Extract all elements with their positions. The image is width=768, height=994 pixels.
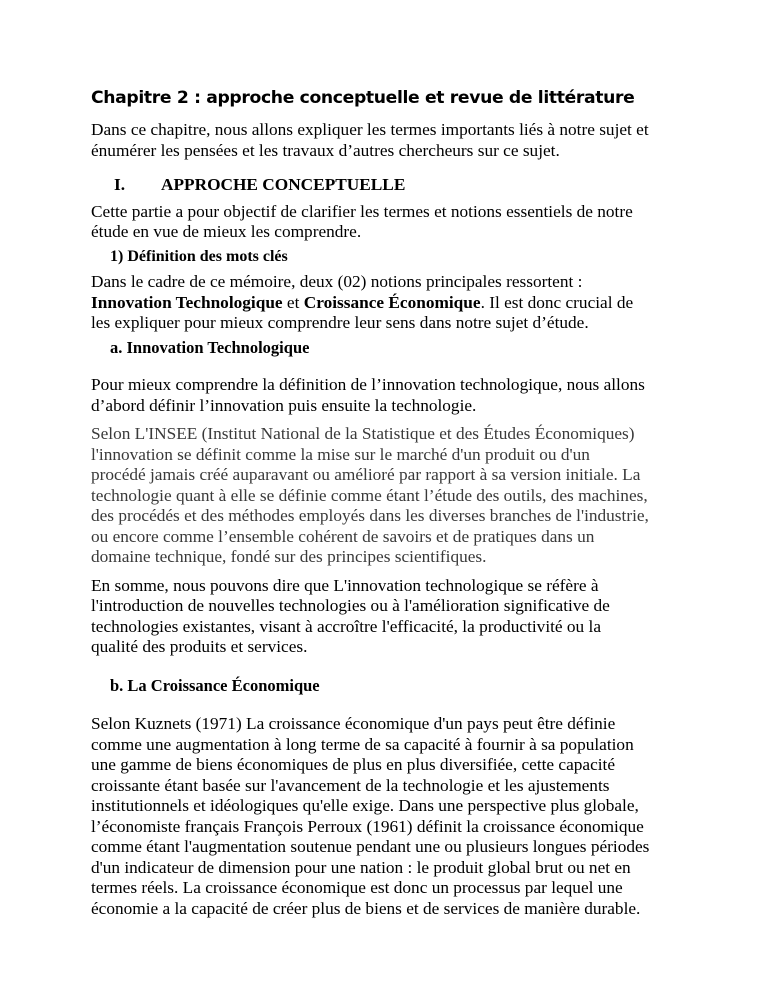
text-line: Dans ce chapitre, nous allons expliquer les termes importants liés à notre sujet et	[91, 120, 649, 139]
text-line: comme une augmentation à long terme de sa capacité à fournir à sa population	[91, 734, 634, 754]
text-line: Dans le cadre de ce mémoire, deux (02) notions principales ressortent :	[91, 272, 583, 291]
text-line: croissante étant basée sur l'avancement de la technologie et les ajustements	[91, 775, 610, 795]
text-line: Selon L'INSEE (Institut National de la Statistique et des Études Économiques)	[91, 424, 635, 443]
text-line: Selon Kuznets (1971) La croissance économique d'un pays peut être définie	[91, 714, 616, 733]
section-heading-I	[91, 175, 691, 196]
text-line: d’abord définir l’innovation puis ensuite la technologie.	[91, 395, 477, 415]
text-line: énumérer les pensées et les travaux d’autres chercheurs sur ce sujet.	[91, 140, 560, 160]
text-line: institutionnels et idéologiques qu'elle exige. Dans une perspective plus globale,	[91, 796, 639, 815]
text-line: qualité des produits et services.	[91, 637, 308, 656]
text-line: technologie quant à elle se définie comme étant l’étude des outils, des machines,	[91, 485, 648, 505]
section-I-intro	[91, 202, 691, 243]
intro-paragraph	[91, 120, 691, 161]
keyword-croissance: Croissance Économique	[303, 292, 481, 312]
keyword-innovation: Innovation Technologique	[91, 292, 283, 312]
document-content	[91, 86, 691, 919]
section-title: APPROCHE CONCEPTUELLE	[161, 175, 406, 194]
subsection-heading-b: b. La Croissance Économique	[110, 675, 320, 695]
text-line: d'un indicateur de dimension pour une nation : le produit global brut ou net en	[91, 857, 631, 877]
croissance-paragraph	[91, 714, 691, 919]
innovation-summary-paragraph	[91, 576, 691, 658]
text-line: technologies existantes, visant à accroître l'efficacité, la productivité ou la	[91, 616, 601, 636]
keywords-paragraph	[91, 272, 691, 334]
text-line: procédé jamais créé auparavant ou amélioré par rapport à sa version initiale. La	[91, 465, 641, 484]
chapter-title: Chapitre 2 : approche conceptuelle et revue de littérature	[91, 88, 635, 108]
text-line: Cette partie a pour objectif de clarifier les termes et notions essentiels de notre	[91, 201, 633, 221]
text-line: des procédés et des méthodes employés dans les diverses branches de l'industrie,	[91, 506, 649, 525]
subsection-heading-1: 1) Définition des mots clés	[110, 247, 288, 265]
subsection-heading-a: a. Innovation Technologique	[110, 337, 310, 357]
text-line: l'introduction de nouvelles technologies ou à l'amélioration significative de	[91, 596, 610, 615]
text-line: Pour mieux comprendre la définition de l’innovation technologique, nous allons	[91, 375, 645, 394]
text-fragment: . Il est donc crucial de	[480, 292, 634, 312]
text-line: termes réels. La croissance économique est donc un processus par lequel une	[91, 878, 623, 897]
conjunction: et	[282, 292, 304, 312]
text-line: En somme, nous pouvons dire que L'innovation technologique se réfère à	[91, 575, 599, 595]
text-line: ou encore comme l’ensemble cohérent de savoirs et de pratiques dans un	[91, 526, 595, 546]
text-line: les expliquer pour mieux comprendre leur sens dans notre sujet d’étude.	[91, 313, 589, 332]
section-number: I.	[114, 175, 126, 194]
innovation-paragraph-1	[91, 375, 691, 416]
insee-definition-paragraph	[91, 424, 691, 568]
text-line: l'innovation se définit comme la mise sur le marché d'un produit ou d'un	[91, 444, 590, 464]
text-line: économie a la capacité de créer plus de biens et de services de manière durable.	[91, 898, 641, 918]
text-line: étude en vue de mieux les comprendre.	[91, 222, 362, 241]
text-line: l’économiste français François Perroux (1961) définit la croissance économique	[91, 816, 644, 836]
text-line: une gamme de biens économiques de plus en plus diversifiée, cette capacité	[91, 755, 616, 774]
text-line: comme étant l'augmentation soutenue pendant une ou plusieurs longues périodes	[91, 837, 650, 856]
text-line: domaine technique, fondé sur des principes scientifiques.	[91, 547, 487, 566]
